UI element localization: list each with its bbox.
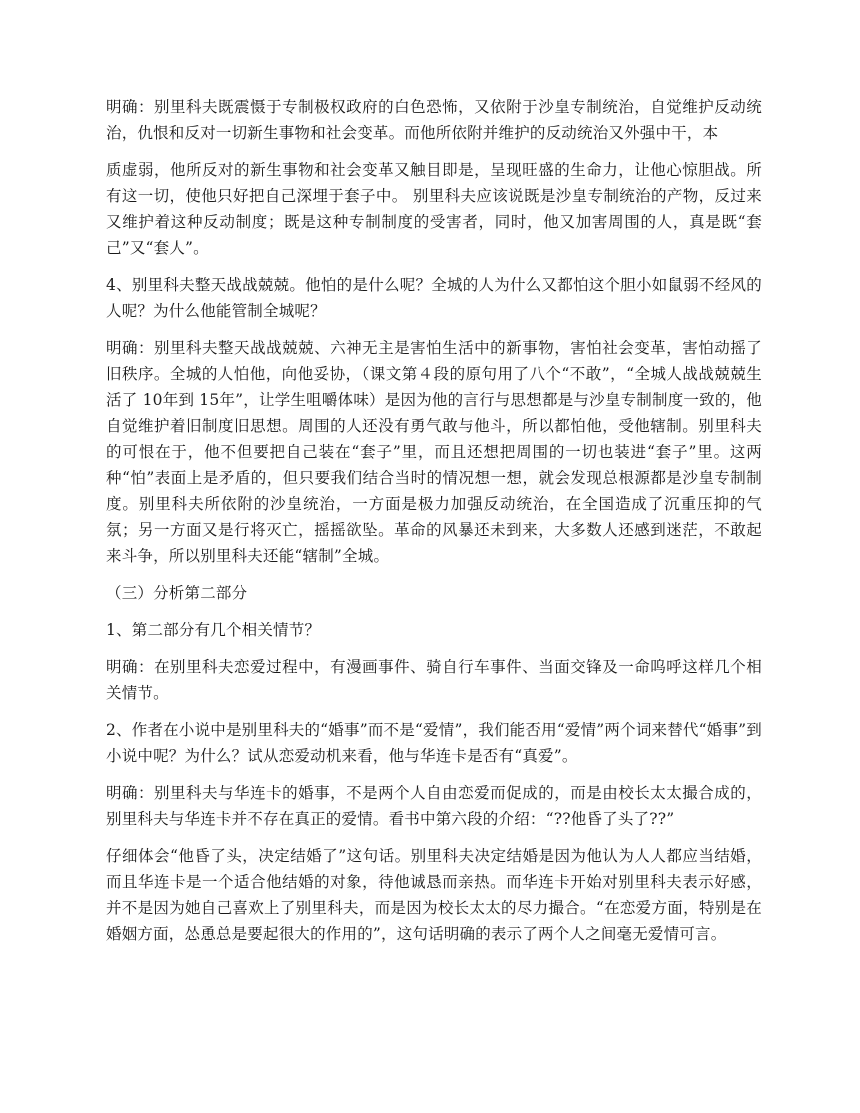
paragraph-answer-2: 明确：别里科夫与华连卡的婚事，不是两个人自由恋爱而促成的，而是由校长太太撮合成的，别里科夫与华连卡并不存在真正的爱情。看书中第六段的介绍：“??他昏了头了??” [106,784,762,828]
paragraph-question-4: 4、别里科夫整天战战兢兢。他怕的是什么呢？全城的人为什么又都怕这个胆小如鼠弱不经风的人呢？为什么他能管制全城呢？ [106,276,762,320]
paragraph-question-1: 1、第二部分有几个相关情节？ [106,621,321,639]
paragraph-answer-2-continued: 仔细体会“他昏了头，决定结婚了”这句话。别里科夫决定结婚是因为他认为人人都应当结婚，而且华连卡是一个适合他结婚的对象，待他诚恳而亲热。而华连卡开始对别里科夫表示好感，并不是因为她自己喜欢上了别里科夫，而是因为校长太太的尽力撮合。“在恋爱方面，特别是在婚姻方面，怂恿总是要起很大的作用的”，这句话明确的表示了两个人之间毫无爱情可言。 [106,847,762,943]
document-body [106,94,762,958]
paragraph-analysis-belikov-dependence: 明确：别里科夫既震慑于专制极权政府的白色恐怖，又依附于沙皇专制统治，自觉维护反动统治，仇恨和反对一切新生事物和社会变革。而他所依附并维护的反动统治又外强中干，本 [106,98,762,142]
paragraph-answer-1: 明确：在别里科夫恋爱过程中，有漫画事件、骑自行车事件、当面交锋及一命呜呼这样几个相关情节。 [106,658,762,702]
paragraph-question-2: 2、作者在小说中是别里科夫的“婚事”而不是“爱情”，我们能否用“爱情”两个词来替代“婚事”到小说中呢？为什么？试从恋爱动机来看，他与华连卡是否有“真爱”。 [106,721,762,765]
paragraph-analysis-belikov-product: 质虚弱，他所反对的新生事物和社会变革又触目即是，呈现旺盛的生命力，让他心惊胆战。所有这一切，使他只好把自己深埋于套子中。 别里科夫应该说既是沙皇专制统治的产物，反过来又维护着这种反动制度；既是这种专制制度的受害者，同时，他又加害周围的人，真是既“套己”又“套人”。 [106,161,762,257]
paragraph-answer-4: 明确：别里科夫整天战战兢兢、六神无主是害怕生活中的新事物，害怕社会变革，害怕动摇了旧秩序。全城的人怕他，向他妥协，（课文第４段的原句用了八个“不敢”，“全城人战战兢兢生活了 10年到 15年”，让学生咀嚼体味）是因为他的言行与思想都是与沙皇专制制度一致的，他自觉维护着旧制度旧思想。周围的人还没有勇气敢与他斗，所以都怕他，受他辖制。别里科夫的可恨在于，他不但要把自己装在“套子”里，而且还想把周围的一切也装进“套子”里。这两种“怕”表面上是矛盾的，但只要我们结合当时的情况想一想，就会发现总根源都是沙皇专制制度。别里科夫所依附的沙皇统治，一方面是极力加强反动统治，在全国造成了沉重压抑的气氛；另一方面又是行将灭亡，摇摇欲坠。革命的风暴还未到来，大多数人还感到迷茫，不敢起来斗争，所以别里科夫还能“辖制”全城。 [106,339,762,565]
section-heading-part-two: （三）分析第二部分 [106,584,248,602]
